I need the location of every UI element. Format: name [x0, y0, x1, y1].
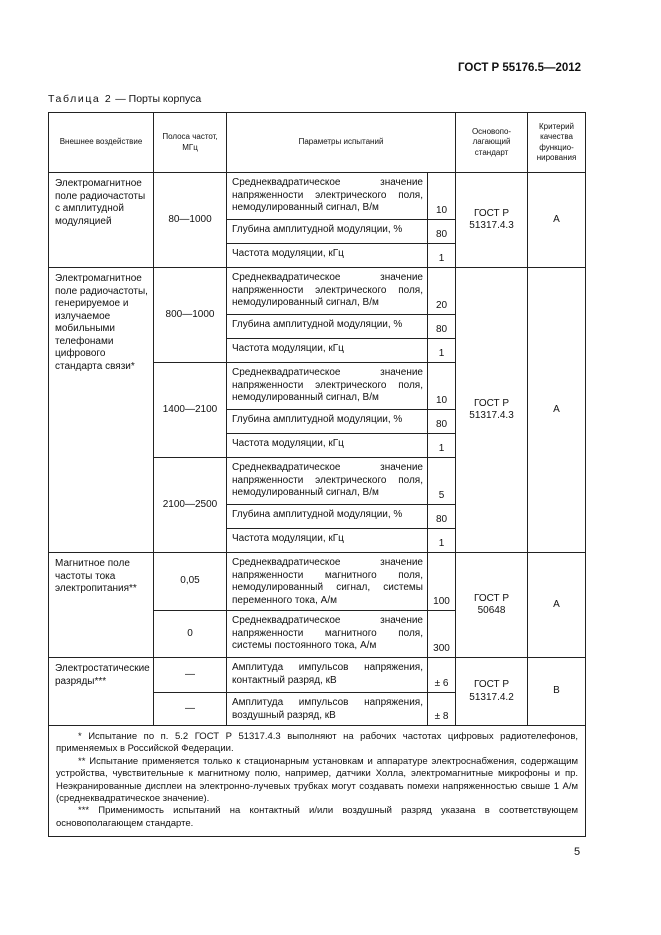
document-header: ГОСТ Р 55176.5—2012 [458, 62, 582, 74]
parameter-value-cell: 1 [428, 244, 456, 268]
table-notes [49, 726, 586, 837]
criterion-cell: А [528, 268, 586, 553]
parameter-value-cell: 5 [428, 458, 456, 505]
table-note: ** Испытание применяется только к стационарным установкам и аппаратуре электроснабжения, содержащим устройства, чувствительные к магнитному полю, например, датчики Холла, электромагнитные микрофоны и пр. Неэкранированные дисплеи на электронно-лучевых трубках могут создавать помехи напряженностью свыше 1 А/м (среднеквадратическое значение). [56, 755, 579, 805]
frequency-cell: — [154, 658, 227, 693]
table-row [49, 268, 586, 315]
parameter-text-cell: Частота модуляции, кГц [227, 529, 428, 553]
effect-cell: Электромагнитное поле радиочастоты с амплитудной модуляцией [49, 173, 154, 268]
frequency-cell: 0,05 [154, 553, 227, 611]
parameter-value-cell: 300 [428, 611, 456, 658]
frequency-cell: 80—1000 [154, 173, 227, 268]
page-number: 5 [574, 846, 581, 858]
criterion-cell: А [528, 553, 586, 658]
parameter-text-cell: Глубина амплитудной модуляции, % [227, 220, 428, 244]
parameter-text-cell: Частота модуляции, кГц [227, 339, 428, 363]
table-row [49, 553, 586, 611]
header-criterion: Критерий качества функцио-нирования [528, 113, 586, 173]
table-note: *** Применимость испытаний на контактный и/или воздушный разряд указана в соответствующем основополагающем стандарте. [56, 805, 579, 829]
header-band: Полоса частот, МГц [154, 113, 227, 173]
parameter-value-cell: ± 6 [428, 658, 456, 693]
table-caption-label: Таблица 2 [48, 93, 113, 105]
parameter-text-cell: Среднеквадратическое значение напряженности магнитного поля, немодулированный сигнал, системы переменного тока, А/м [227, 553, 428, 611]
parameter-text-cell: Амплитуда импульсов напряжения, контактный разряд, кВ [227, 658, 428, 693]
parameter-value-cell: 80 [428, 220, 456, 244]
parameter-value-cell: 80 [428, 410, 456, 434]
ports-table [48, 112, 586, 837]
parameter-text-cell: Среднеквадратическое значение напряженности электрического поля, немодулированный сигнал, В/м [227, 458, 428, 505]
parameter-value-cell: 1 [428, 339, 456, 363]
frequency-cell: 2100—2500 [154, 458, 227, 553]
frequency-cell: 1400—2100 [154, 363, 227, 458]
criterion-cell: В [528, 658, 586, 726]
parameter-text-cell: Глубина амплитудной модуляции, % [227, 410, 428, 434]
parameter-value-cell: 80 [428, 315, 456, 339]
effect-cell: Электростатические разряды*** [49, 658, 154, 726]
effect-cell: Магнитное поле частоты тока электропитания** [49, 553, 154, 658]
table-row [49, 658, 586, 693]
table-caption-title: — Порты корпуса [112, 93, 202, 105]
standard-cell: ГОСТ Р 51317.4.3 [456, 173, 528, 268]
effect-cell: Электромагнитное поле радиочастоты, генерируемое и излучаемое мобильными телефонами цифрового стандарта связи* [49, 268, 154, 553]
parameter-value-cell: 80 [428, 505, 456, 529]
header-standard: Основопо-лагающий стандарт [456, 113, 528, 173]
parameter-text-cell: Амплитуда импульсов напряжения, воздушный разряд, кВ [227, 693, 428, 726]
parameter-value-cell: 1 [428, 529, 456, 553]
parameter-value-cell: 1 [428, 434, 456, 458]
parameter-text-cell: Среднеквадратическое значение напряженности магнитного поля, системы постоянного тока, А/м [227, 611, 428, 658]
frequency-cell: — [154, 693, 227, 726]
parameter-text-cell: Среднеквадратическое значение напряженности электрического поля, немодулированный сигнал, В/м [227, 363, 428, 410]
standard-cell: ГОСТ Р 50648 [456, 553, 528, 658]
standard-cell: ГОСТ Р 51317.4.2 [456, 658, 528, 726]
parameter-text-cell: Частота модуляции, кГц [227, 244, 428, 268]
frequency-cell: 0 [154, 611, 227, 658]
table-row [49, 173, 586, 220]
parameter-value-cell: 20 [428, 268, 456, 315]
parameter-text-cell: Глубина амплитудной модуляции, % [227, 315, 428, 339]
parameter-text-cell: Среднеквадратическое значение напряженности электрического поля, немодулированный сигнал, В/м [227, 268, 428, 315]
criterion-cell: А [528, 173, 586, 268]
notes-row [49, 726, 586, 837]
parameter-value-cell: ± 8 [428, 693, 456, 726]
table-header-row [49, 113, 586, 173]
parameter-value-cell: 10 [428, 173, 456, 220]
table-note: * Испытание по п. 5.2 ГОСТ Р 51317.4.3 выполняют на рабочих частотах цифровых радиотелефонов, применяемых в Российской Федерации. [56, 731, 579, 755]
parameter-value-cell: 100 [428, 553, 456, 611]
header-params: Параметры испытаний [227, 113, 456, 173]
parameter-text-cell: Глубина амплитудной модуляции, % [227, 505, 428, 529]
table-caption [48, 93, 201, 105]
parameter-value-cell: 10 [428, 363, 456, 410]
frequency-cell: 800—1000 [154, 268, 227, 363]
standard-cell: ГОСТ Р 51317.4.3 [456, 268, 528, 553]
parameter-text-cell: Среднеквадратическое значение напряженности электрического поля, немодулированный сигнал, В/м [227, 173, 428, 220]
parameter-text-cell: Частота модуляции, кГц [227, 434, 428, 458]
header-effect: Внешнее воздействие [49, 113, 154, 173]
